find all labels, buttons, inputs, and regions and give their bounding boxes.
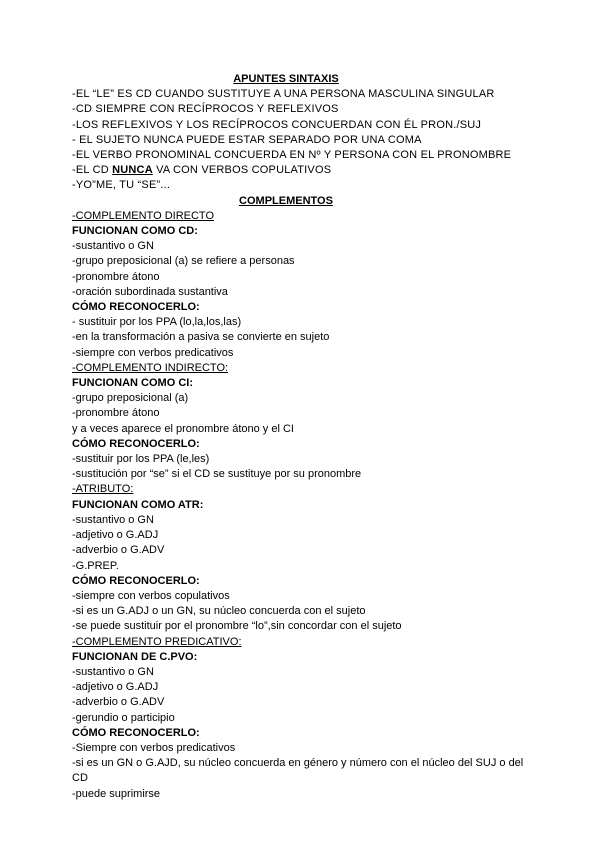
- list-item: -adjetivo o G.ADJ: [72, 681, 159, 694]
- list-item: -sustantivo o GN: [72, 240, 154, 253]
- document-title: APUNTES SINTAXIS: [233, 73, 339, 85]
- rec-head-ci: CÓMO RECONOCERLO:: [72, 437, 200, 450]
- list-item: - sustituir por los PPA (lo,la,los,las): [72, 316, 242, 329]
- list-item: -sustitución por “se” si el CD se sustituye por su pronombre: [72, 468, 362, 481]
- intro-line: -LOS REFLEXIVOS Y LOS RECÍPROCOS CONCUERDAN CON ÉL PRON./SUJ: [72, 118, 482, 131]
- intro-line: - EL SUJETO NUNCA PUEDE ESTAR SEPARADO POR UNA COMA: [72, 133, 422, 146]
- complementos-title: COMPLEMENTOS: [239, 194, 333, 207]
- list-item: -pronombre átono: [72, 407, 160, 420]
- list-item: -en la transformación a pasiva se convierte en sujeto: [72, 331, 330, 344]
- rec-head-atr: CÓMO RECONOCERLO:: [72, 574, 200, 587]
- intro-line: -YO”ME, TU “SE”...: [72, 179, 171, 192]
- func-head-cd: FUNCIONAN COMO CD:: [72, 225, 198, 238]
- list-item: -Siempre con verbos predicativos: [72, 741, 236, 754]
- list-item: -sustantivo o GN: [72, 513, 154, 526]
- intro-line: -CD SIEMPRE CON RECÍPROCOS Y REFLEXIVOS: [72, 103, 339, 116]
- list-item: -se puede sustituir por el pronombre “lo”,sin concordar con el sujeto: [72, 620, 402, 633]
- list-item: -adjetivo o G.ADJ: [72, 529, 159, 542]
- list-item: -pronombre átono: [72, 270, 160, 283]
- rec-head-cd: CÓMO RECONOCERLO:: [72, 301, 200, 314]
- list-item: -sustantivo o GN: [72, 665, 154, 678]
- list-item: -sustituir por los PPA (le,les): [72, 453, 210, 466]
- list-item: -siempre con verbos predicativos: [72, 346, 234, 359]
- intro-line: -EL VERBO PRONOMINAL CONCUERDA EN Nº Y PERSONA CON EL PRONOMBRE: [72, 149, 512, 162]
- list-item: -adverbio o G.ADV: [72, 696, 165, 709]
- rec-head-cpvo: CÓMO RECONOCERLO:: [72, 726, 200, 739]
- list-item: -grupo preposicional (a): [72, 392, 189, 405]
- list-item: -si es un GN o G.AJD, su núcleo concuerda en género y número con el núcleo del SUJ o del CD: [72, 757, 524, 785]
- list-item: -puede suprimirse: [72, 787, 161, 800]
- func-head-cpvo: FUNCIONAN DE C.PVO:: [72, 650, 198, 663]
- cd-line-emphasis: NUNCA: [112, 164, 153, 177]
- intro-line-cd-nunca: [72, 163, 600, 178]
- list-item: -grupo preposicional (a) se refiere a personas: [72, 255, 295, 268]
- cd-line-post: VA CON VERBOS COPULATIVOS: [152, 164, 332, 177]
- section-title-cpvo: -COMPLEMENTO PREDICATIVO:: [72, 635, 242, 648]
- list-item: -oración subordinada sustantiva: [72, 285, 228, 298]
- list-item: -adverbio o G.ADV: [72, 544, 165, 557]
- section-title-cd: -COMPLEMENTO DIRECTO: [72, 209, 214, 222]
- func-head-atr: FUNCIONAN COMO ATR:: [72, 498, 204, 511]
- list-item: y a veces aparece el pronombre átono y el CI: [72, 422, 294, 435]
- func-head-ci: FUNCIONAN COMO CI:: [72, 377, 193, 390]
- list-item: -gerundio o participio: [72, 711, 175, 724]
- list-item: -G.PREP.: [72, 559, 119, 572]
- list-item: -si es un G.ADJ o un GN, su núcleo concuerda con el sujeto: [72, 605, 366, 618]
- cd-line-pre: -EL CD: [72, 164, 113, 177]
- section-title-atr: -ATRIBUTO:: [72, 483, 134, 496]
- list-item: -siempre con verbos copulativos: [72, 589, 230, 602]
- section-title-ci: -COMPLEMENTO INDIRECTO:: [72, 361, 229, 374]
- intro-line: -EL “LE” ES CD CUANDO SUSTITUYE A UNA PERSONA MASCULINA SINGULAR: [72, 88, 495, 101]
